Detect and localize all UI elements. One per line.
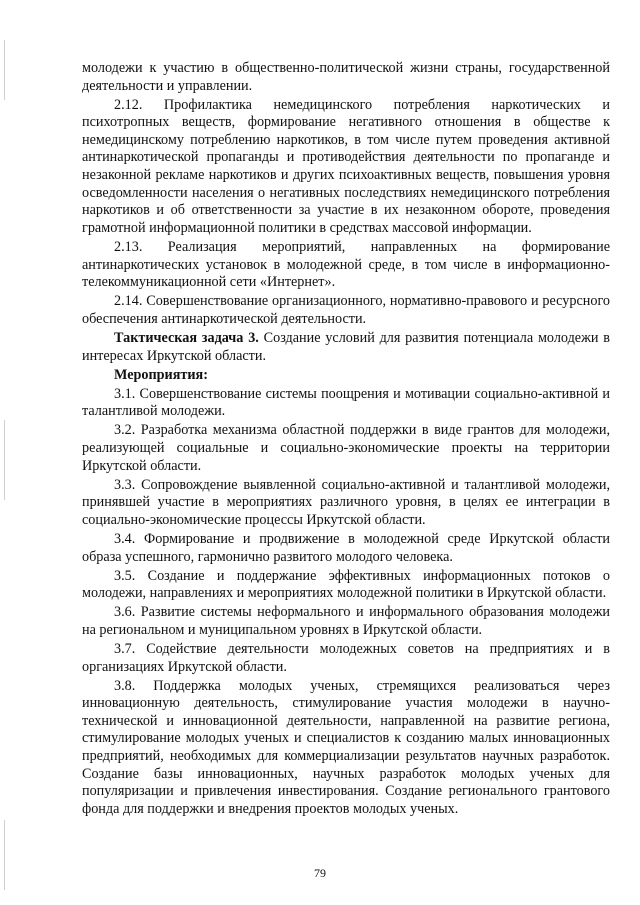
scan-edge-mark [4, 820, 5, 890]
measure-3-5 [82, 568, 610, 603]
measure-text: Сопровождение выявленной социально-активной и талантливой молодежи, принявшей участие в мероприятиях различного уровня, в целях ее интеграции в социально-экономические процессы Иркутской области. [82, 476, 611, 528]
measure-3-1 [82, 386, 610, 421]
measures-heading: Мероприятия: [114, 366, 208, 383]
measure-text: Совершенствование системы поощрения и мотивации социально-активной и талантливой молодежи. [82, 385, 611, 420]
measure-3-2 [82, 422, 610, 475]
paragraph-text: Профилактика немедицинского потребления наркотических и психотропных веществ, формирование негативного отношения в обществе к немедицинскому потреблению наркотиков, в том числе путем проведения активной антинаркотической пропаганды и противодействия деятельности по пропаганде и незаконной рекламе наркотиков и других психоактивных веществ, повышения уровня осведомленности населения о негативных последствиях немедицинского потребления наркотиков и об ответственности за участие в их незаконном обороте, проведения грамотной информационной политики в средствах массовой информации. [82, 96, 610, 236]
scan-edge-mark [4, 40, 5, 100]
paragraph-continuation [82, 60, 610, 95]
item-number: 3.4. [114, 530, 136, 547]
paragraph-text: молодежи к участию в общественно-политической жизни страны, государственной деятельности и управлении. [82, 60, 610, 94]
item-number: 2.14. [114, 293, 143, 310]
measure-text: Формирование и продвижение в молодежной среде Иркутской области образа успешного, гармонично развитого молодого человека. [82, 530, 611, 565]
measure-3-7 [82, 641, 610, 676]
item-number: 3.6. [114, 604, 136, 621]
scan-edge-mark [4, 420, 5, 500]
measure-text: Создание и поддержание эффективных информационных потоков о молодежи, направлениях и мероприятиях молодежной политики в Иркутской области. [82, 567, 610, 602]
paragraph-2-14 [82, 293, 610, 328]
paragraph-2-13 [82, 239, 610, 292]
paragraph-text: Совершенствование организационного, нормативно-правового и ресурсного обеспечения антинаркотической деятельности. [82, 293, 611, 327]
item-number: 2.13. [114, 238, 143, 255]
item-number: 3.3. [114, 476, 136, 493]
paragraph-text: Реализация мероприятий, направленных на формирование антинаркотических установок в молодежной среде, в том числе в информационно-телекоммуникационной сети «Интернет». [82, 238, 611, 291]
paragraph-2-12 [82, 97, 610, 238]
tactical-task-heading: Тактическая задача 3. [114, 329, 259, 346]
measure-text: Развитие системы неформального и информального образования молодежи на региональном и муниципальном уровнях в Иркутской области. [82, 604, 610, 638]
measure-text: Поддержка молодых ученых, стремящихся реализоваться через инновационную деятельность, стимулирование участия молодежи в научно-технической и инновационной деятельности, направленной на развитие региона, стимулирование молодых ученых и специалистов к созданию малых инновационных предприятий, необходимых для коммерциализации результатов научных разработок. Создание базы инновационных, научных разработок молодых ученых для популяризации и привлечения инвестирования. Создание регионального грантового фонда для поддержки и внедрения проектов молодых ученых. [82, 677, 610, 817]
item-number: 3.5. [114, 567, 136, 584]
document-page [82, 60, 610, 820]
measure-text: Содействие деятельности молодежных советов на предприятиях и в организациях Иркутской области. [82, 641, 610, 675]
tactical-task-paragraph [82, 330, 610, 365]
tactical-task-text: Создание условий для развития потенциала молодежи в интересах Иркутской области. [82, 329, 610, 364]
item-number: 2.12. [114, 96, 143, 113]
item-number: 3.7. [114, 641, 136, 657]
measure-3-3 [82, 477, 610, 530]
item-number: 3.8. [114, 677, 136, 694]
measure-text: Разработка механизма областной поддержки в виде грантов для молодежи, реализующей социальные и социально-экономические проекты на территории Иркутской области. [82, 422, 610, 474]
page-number: 79 [314, 866, 326, 880]
item-number: 3.2. [114, 422, 136, 439]
measure-3-8 [82, 678, 610, 819]
measure-3-4 [82, 531, 610, 566]
measure-3-6 [82, 604, 610, 639]
item-number: 3.1. [114, 385, 136, 402]
